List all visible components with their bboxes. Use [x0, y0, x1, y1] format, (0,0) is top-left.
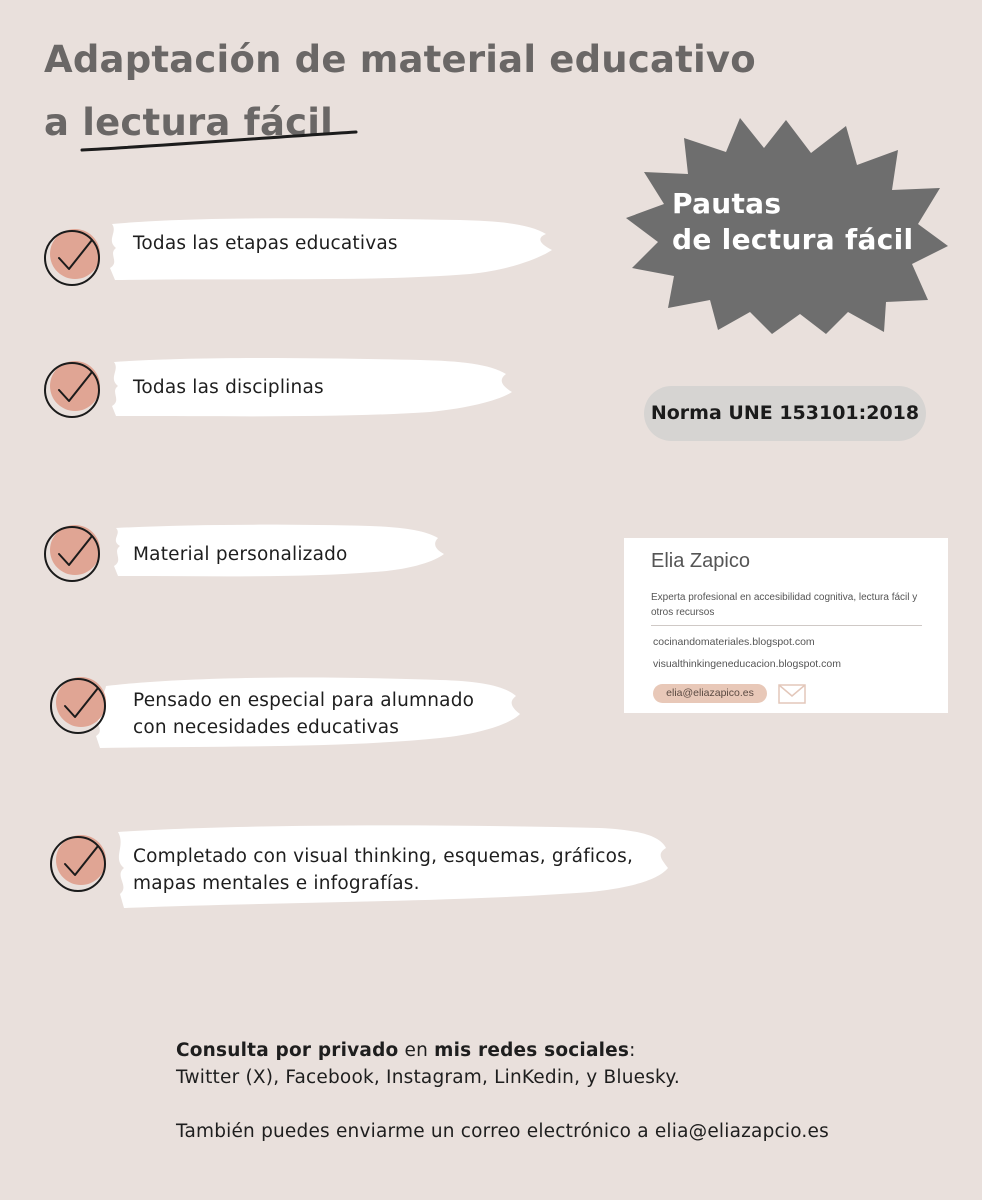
business-card	[624, 538, 948, 713]
item-label: Material personalizado	[133, 544, 348, 565]
list-item	[40, 520, 560, 600]
item-label: Todas las disciplinas	[133, 377, 324, 398]
check-circle-icon	[48, 830, 112, 894]
check-circle-icon	[42, 520, 106, 584]
footer-bold-2: mis redes sociales	[434, 1040, 630, 1061]
badge-text	[672, 186, 913, 258]
item-label: Completado con visual thinking, esquemas, gráficos, mapas mentales e infografías.	[133, 846, 634, 894]
card-email[interactable]: elia@eliazapico.es	[653, 684, 767, 703]
footer-networks: Twitter (X), Facebook, Instagram, LinKedin, y Bluesky.	[176, 1067, 680, 1088]
item-label: Todas las etapas educativas	[133, 233, 398, 254]
envelope-icon	[778, 684, 806, 704]
badge-line-1: Pautas	[672, 187, 782, 220]
card-link-blog-1[interactable]: cocinandomateriales.blogspot.com	[653, 636, 815, 648]
footer-email-line: También puedes enviarme un correo electrónico a elia@eliazapcio.es	[176, 1121, 829, 1142]
card-divider	[651, 625, 922, 626]
card-name: Elia Zapico	[651, 550, 750, 572]
check-circle-icon	[42, 356, 106, 420]
footer-colon: :	[629, 1040, 636, 1061]
list-item	[40, 208, 560, 288]
item-label: Pensado en especial para alumnado con necesidades educativas	[133, 690, 475, 738]
footer-connector: en	[398, 1040, 435, 1061]
check-circle-icon	[48, 672, 112, 736]
footer-line-1	[176, 1037, 829, 1064]
list-item	[40, 668, 560, 758]
title-line-1: Adaptación de material educativo	[44, 38, 756, 81]
check-circle-icon	[42, 224, 106, 288]
list-item	[40, 822, 680, 922]
card-description: Experta profesional en accesibilidad cognitiva, lectura fácil y otros recursos	[651, 592, 918, 618]
norma-badge: Norma UNE 153101:2018	[644, 386, 926, 441]
title-underline	[80, 128, 360, 156]
title-line-2: a lectura fácil	[44, 101, 334, 144]
footer-bold-1: Consulta por privado	[176, 1040, 399, 1061]
list-item	[40, 352, 560, 432]
card-link-blog-2[interactable]: visualthinkingeneducacion.blogspot.com	[653, 658, 841, 670]
footer-contact	[176, 1037, 829, 1145]
badge-line-2: de lectura fácil	[672, 223, 914, 256]
